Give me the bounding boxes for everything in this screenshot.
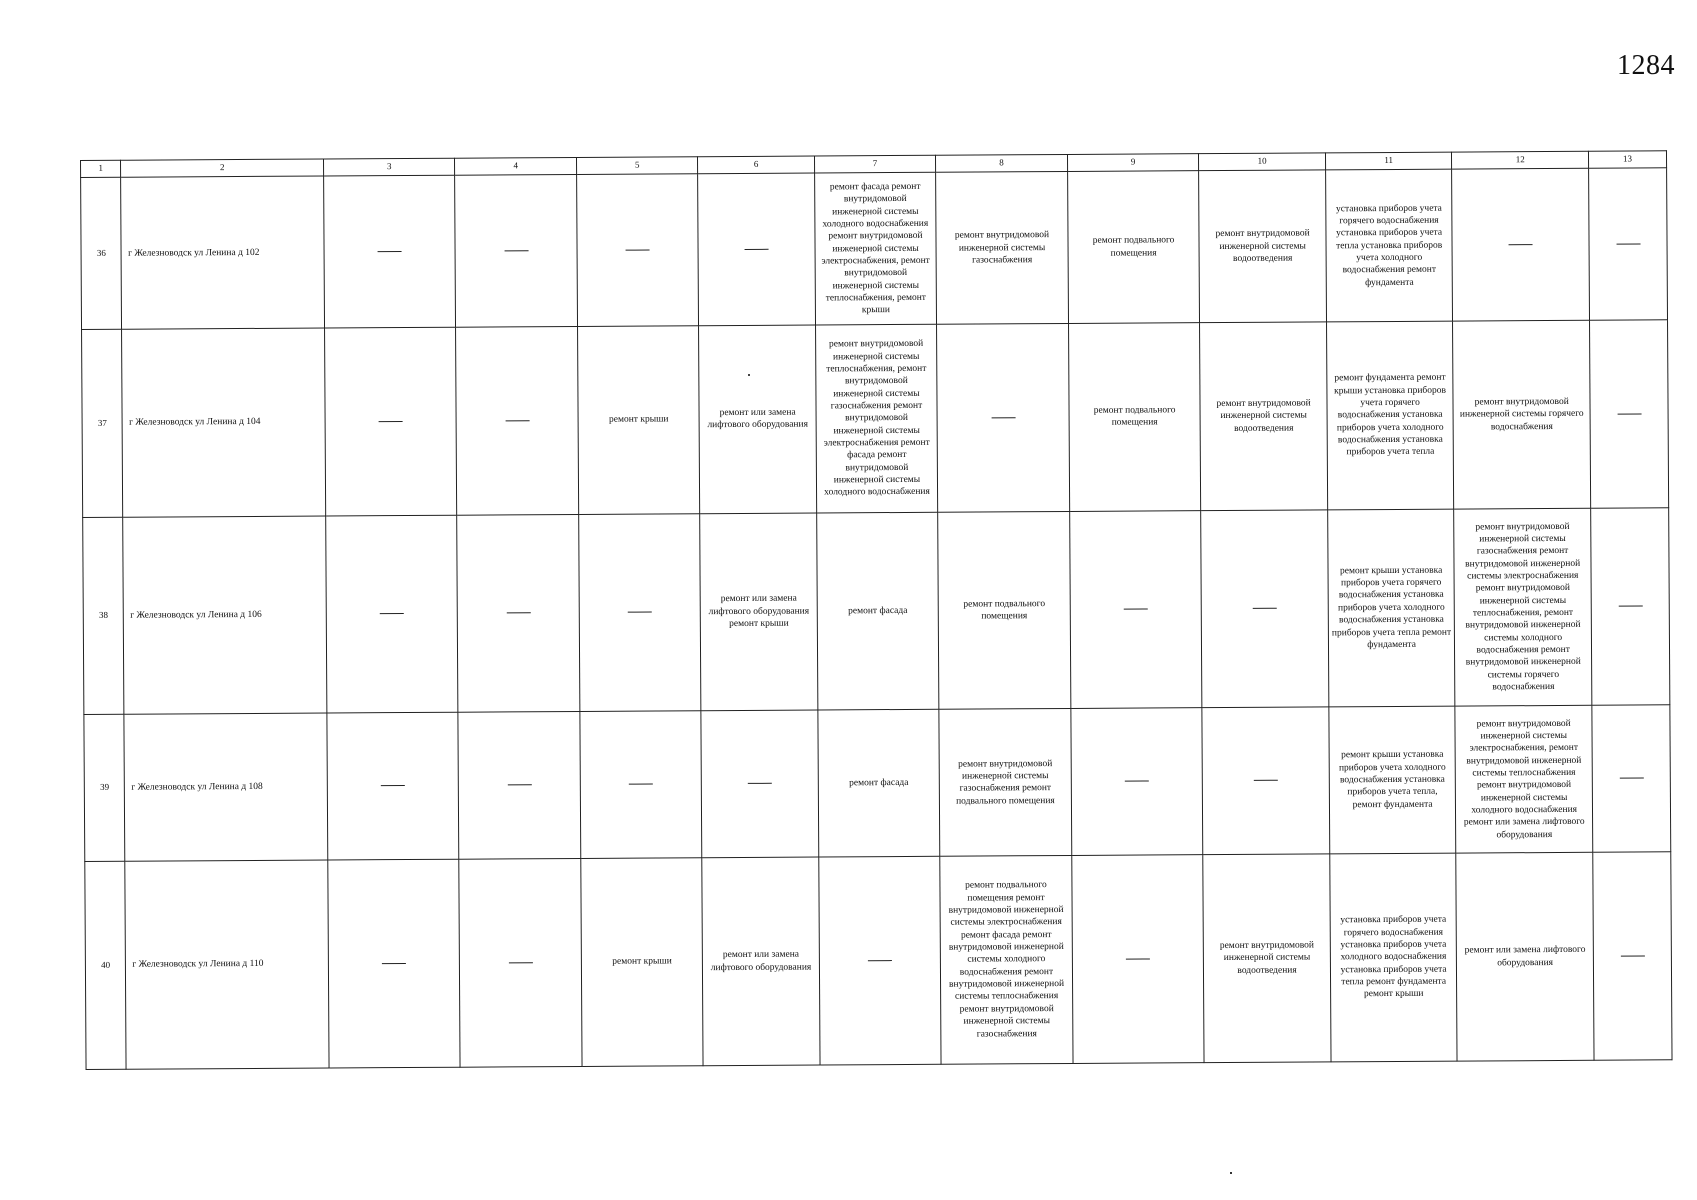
dash-mark	[1124, 609, 1148, 610]
dash-mark	[381, 785, 405, 786]
work-type-cell: ремонт фасада	[816, 512, 939, 710]
row-number-cell: 36	[81, 177, 122, 329]
address-cell: г Железноводск ул Ленина д 108	[124, 713, 327, 861]
empty-cell	[1072, 855, 1205, 1064]
work-type-cell: ремонт крыши установка приборов учета горячего водоснабжения установка приборов учета холодного водоснабжения установка приборов учета тепла ремонт фундамента	[1328, 509, 1456, 707]
dash-mark	[628, 612, 652, 613]
row-number-cell: 39	[84, 715, 125, 862]
work-type-cell: ремонт внутридомовой инженерной системы газоснабжения	[936, 172, 1068, 325]
work-type-cell: ремонт или замена лифтового оборудования	[1456, 852, 1594, 1061]
dash-mark	[1619, 778, 1643, 779]
empty-cell	[701, 710, 818, 858]
dash-mark	[378, 251, 402, 252]
empty-cell	[324, 175, 456, 328]
column-number-cell: 11	[1325, 152, 1452, 170]
dash-mark	[504, 250, 528, 251]
work-type-cell: ремонт внутридомовой инженерной системы водоотведения	[1199, 170, 1326, 323]
row-number-cell: 40	[85, 861, 127, 1069]
work-type-cell: ремонт внутридомовой инженерной системы водоотведения	[1200, 322, 1328, 510]
empty-cell	[819, 856, 942, 1065]
work-type-cell: ремонт или замена лифтового оборудования ремонт крыши	[700, 513, 818, 711]
empty-cell	[458, 712, 580, 860]
work-type-cell: ремонт крыши	[577, 326, 700, 514]
dash-mark	[382, 963, 406, 964]
row-number-cell: 37	[82, 329, 124, 517]
work-type-cell: ремонт внутридомовой инженерной системы электроснабжения, ремонт внутридомовой инженерной системы теплоснабжения ремонт внутридомовой инженерной системы холодного водоснабжения ремонт или замена лифтового оборудования	[1455, 706, 1593, 854]
row-number-cell: 38	[83, 517, 125, 715]
table-row	[85, 852, 1672, 1069]
work-type-cell: ремонт фундамента ремонт крыши установка приборов учета горячего водоснабжения установка приборов учета холодного водоснабжения установка приборов учета тепла	[1326, 321, 1454, 509]
dash-mark	[505, 420, 529, 421]
work-type-cell: ремонт внутридомовой инженерной системы газоснабжения ремонт подвального помещения	[939, 709, 1071, 857]
dash-mark	[1254, 780, 1278, 781]
empty-cell	[698, 173, 815, 326]
dash-mark	[380, 613, 404, 614]
column-number-cell: 2	[121, 159, 324, 177]
empty-cell	[1071, 708, 1203, 856]
dash-mark	[506, 612, 530, 613]
dash-mark	[1618, 606, 1642, 607]
empty-cell	[937, 324, 1070, 512]
table-row	[83, 507, 1670, 714]
empty-cell	[459, 859, 582, 1068]
dash-mark	[1126, 958, 1150, 959]
scan-speck	[748, 374, 750, 376]
work-type-cell: ремонт подвального помещения	[938, 511, 1071, 709]
work-type-cell: ремонт подвального помещения	[1067, 171, 1199, 324]
dash-mark	[1620, 955, 1644, 956]
column-number-cell: 8	[936, 154, 1068, 172]
empty-cell	[456, 327, 579, 515]
repair-schedule-table	[80, 150, 1673, 1070]
empty-cell	[328, 859, 461, 1068]
empty-cell	[1589, 168, 1668, 320]
column-number-cell: 1	[81, 160, 122, 177]
empty-cell	[580, 711, 702, 859]
column-number-cell: 9	[1067, 154, 1199, 172]
work-type-cell: ремонт подвального помещения	[1068, 323, 1201, 511]
address-cell: г Железноводск ул Ленина д 102	[121, 176, 324, 329]
column-number-cell: 5	[576, 157, 698, 175]
scan-speck	[1230, 1172, 1232, 1174]
dash-mark	[626, 249, 650, 250]
dash-mark	[745, 249, 769, 250]
address-cell: г Железноводск ул Ленина д 104	[122, 328, 326, 517]
scanned-sheet	[80, 150, 1673, 1070]
address-cell: г Железноводск ул Ленина д 106	[123, 516, 327, 715]
empty-cell	[1452, 169, 1590, 322]
column-number-cell: 4	[455, 157, 577, 175]
empty-cell	[1592, 705, 1671, 852]
column-number-cell: 12	[1452, 151, 1589, 169]
table-row	[81, 168, 1668, 330]
empty-cell	[1069, 510, 1202, 708]
address-cell: г Железноводск ул Ленина д 110	[125, 860, 329, 1069]
column-number-cell: 10	[1199, 153, 1326, 171]
dash-mark	[1616, 243, 1640, 244]
empty-cell	[577, 174, 699, 327]
column-number-cell: 3	[323, 158, 455, 176]
column-number-cell: 13	[1588, 151, 1666, 169]
work-type-cell: ремонт или замена лифтового оборудования	[699, 325, 817, 513]
dash-mark	[509, 962, 533, 963]
dash-mark	[379, 421, 403, 422]
work-type-cell: ремонт внутридомовой инженерной системы газоснабжения ремонт внутридомовой инженерной системы электроснабжения ремонт внутридомовой инженерной системы теплоснабжения, ремонт внутридомовой инженерной системы холодного водоснабжения ремонт внутридомовой инженерной системы горячего водоснабжения	[1454, 508, 1592, 706]
dash-mark	[748, 783, 772, 784]
work-type-cell: ремонт подвального помещения ремонт внутридомовой инженерной системы электроснабжения ремонт фасада ремонт внутридомовой инженерной системы холодного водоснабжения ремонт внутридомовой инженерной системы теплоснабжения ремонт внутридомовой инженерной системы газоснабжения	[940, 856, 1073, 1065]
dash-mark	[1617, 413, 1641, 414]
table-row	[84, 705, 1671, 862]
empty-cell	[1201, 510, 1329, 708]
empty-cell	[327, 712, 459, 860]
work-type-cell: ремонт крыши	[581, 858, 704, 1067]
work-type-cell: ремонт фасада ремонт внутридомовой инженерной системы холодного водоснабжения ремонт внутридомовой инженерной системы электроснабжения, ремонт внутридомовой инженерной системы теплоснабжения, ремонт крыши	[814, 172, 936, 325]
empty-cell	[326, 515, 459, 713]
dash-mark	[1125, 781, 1149, 782]
empty-cell	[1591, 507, 1670, 705]
column-number-cell: 6	[698, 156, 814, 174]
table-row	[82, 320, 1669, 517]
work-type-cell: установка приборов учета горячего водоснабжения установка приборов учета тепла установка приборов учета холодного водоснабжения ремонт фундамента	[1325, 169, 1452, 322]
work-type-cell: ремонт внутридомовой инженерной системы водоотведения	[1203, 854, 1331, 1063]
dash-mark	[1509, 244, 1533, 245]
column-number-cell: 7	[814, 155, 936, 173]
empty-cell	[455, 175, 577, 328]
empty-cell	[1593, 852, 1672, 1060]
page-number: 1284	[1617, 50, 1675, 81]
empty-cell	[579, 513, 702, 711]
work-type-cell: ремонт внутридомовой инженерной системы теплоснабжения, ремонт внутридомовой инженерной системы газоснабжения ремонт внутридомовой инженерной системы электроснабжения ремонт фасада ремонт внутридомовой инженерной системы холодного водоснабжения	[815, 324, 938, 512]
work-type-cell: ремонт внутридомовой инженерной системы горячего водоснабжения	[1453, 321, 1591, 509]
work-type-cell: ремонт крыши установка приборов учета холодного водоснабжения установка приборов учета тепла, ремонт фундамента	[1329, 706, 1456, 854]
work-type-cell: ремонт или замена лифтового оборудования	[702, 857, 820, 1065]
dash-mark	[1253, 608, 1277, 609]
dash-mark	[991, 417, 1015, 418]
empty-cell	[324, 327, 457, 515]
empty-cell	[1590, 320, 1669, 508]
dash-mark	[508, 785, 532, 786]
dash-mark	[629, 784, 653, 785]
work-type-cell: установка приборов учета горячего водоснабжения установка приборов учета холодного водоснабжения установка приборов учета тепла ремонт фундамента ремонт крыши	[1330, 853, 1458, 1062]
empty-cell	[457, 514, 580, 712]
work-type-cell: ремонт фасада	[818, 710, 940, 858]
empty-cell	[1202, 707, 1329, 855]
table-body	[81, 151, 1673, 1070]
dash-mark	[868, 960, 892, 961]
